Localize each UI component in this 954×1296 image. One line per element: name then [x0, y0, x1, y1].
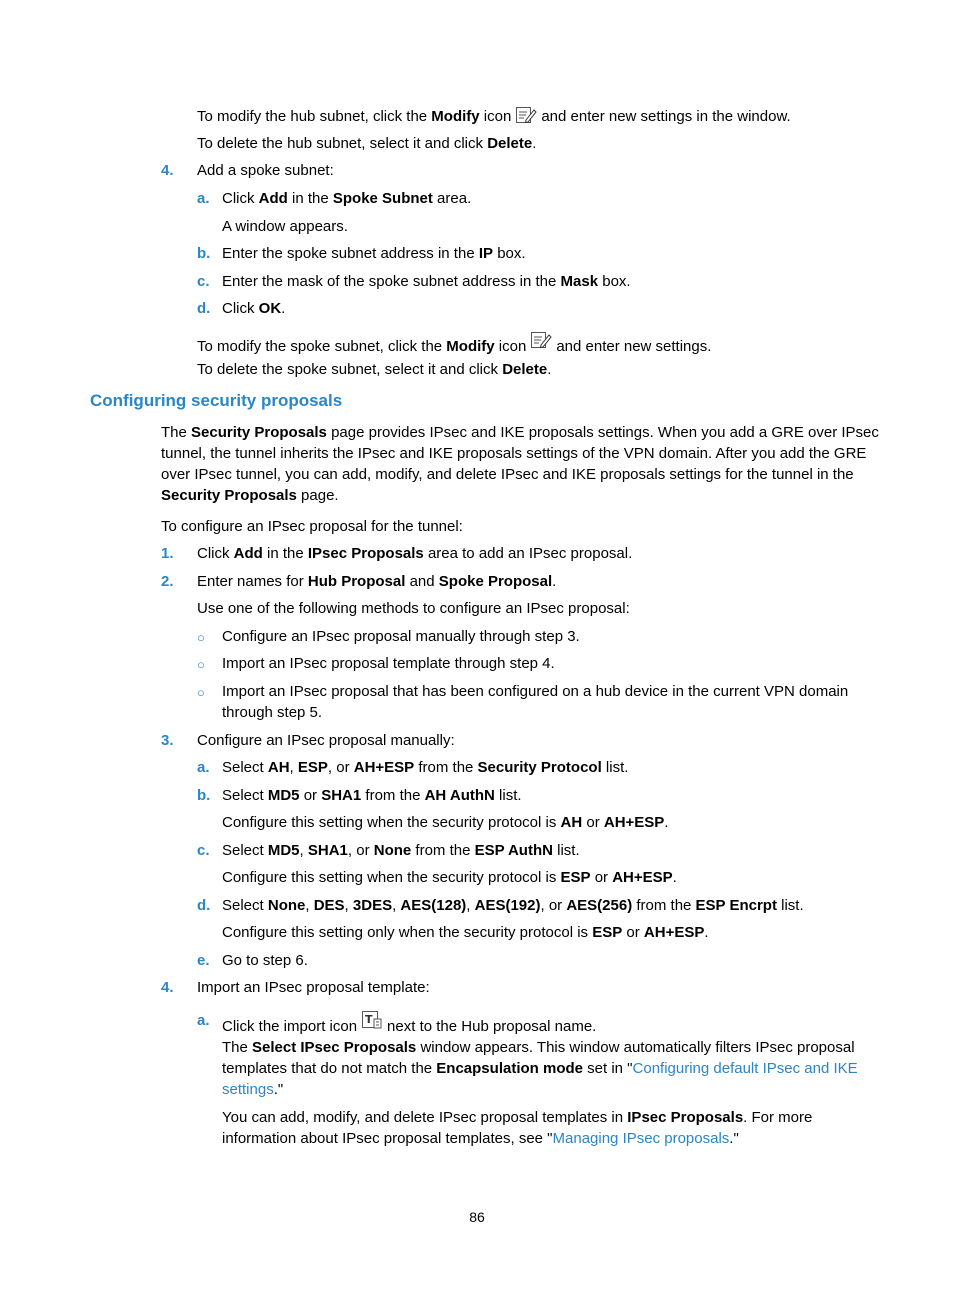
substep-text	[222, 1010, 596, 1037]
text: Select	[222, 759, 268, 776]
text: . For more	[743, 1109, 813, 1126]
text: set in "	[583, 1060, 633, 1077]
substep-label: d.	[197, 897, 211, 914]
text: To delete the spoke subnet, select it and click	[197, 361, 503, 378]
ui-term: AH	[560, 814, 583, 831]
substep-text	[222, 188, 471, 209]
paragraph-line	[222, 1128, 739, 1149]
substep-label: b.	[197, 245, 211, 262]
step-number: 4.	[161, 979, 174, 996]
text: Enter the spoke subnet address in the	[222, 245, 479, 262]
text: page.	[296, 487, 339, 504]
text: window appears. This window automatically filters IPsec proposal	[416, 1039, 855, 1056]
ui-term: AH+ESP	[643, 924, 705, 941]
step-number: 1.	[161, 545, 174, 562]
paragraph-line: over IPsec tunnel, you can add, modify, and delete IPsec and IKE proposals settings for the tunnel in the	[161, 466, 854, 483]
substep-label: a.	[197, 759, 210, 776]
ui-term: ESP Encrpt	[695, 897, 777, 914]
hub-modify-text	[197, 105, 791, 131]
substep-note: A window appears.	[222, 218, 348, 235]
step-text: Configure an IPsec proposal manually:	[197, 732, 455, 749]
substep-label: d.	[197, 300, 211, 317]
bullet-icon: ○	[197, 657, 205, 672]
ui-term: Add	[233, 545, 263, 562]
text: Click	[222, 300, 259, 317]
text: ,	[392, 897, 401, 914]
substep-label: b.	[197, 787, 211, 804]
text: or	[582, 814, 604, 831]
text: ."	[273, 1081, 284, 1098]
text: ,	[344, 897, 353, 914]
ui-term: SHA1	[321, 787, 362, 804]
text: Click	[197, 545, 234, 562]
ui-term: Security Protocol	[477, 759, 602, 776]
text: from the	[632, 897, 696, 914]
spoke-delete-text	[197, 359, 551, 380]
substep-label: e.	[197, 952, 210, 969]
substep-label: c.	[197, 842, 210, 859]
substep-label: c.	[197, 273, 210, 290]
ui-term: AES(192)	[474, 897, 541, 914]
text: ,	[299, 842, 308, 859]
text: , or	[327, 759, 354, 776]
text: .	[552, 573, 557, 590]
text: box.	[598, 273, 631, 290]
text: Configure this setting when the security protocol is	[222, 814, 561, 831]
ui-term: IP	[478, 245, 494, 262]
text: in the	[262, 545, 308, 562]
ui-term: ESP	[560, 869, 591, 886]
text: box.	[493, 245, 526, 262]
text: ."	[729, 1130, 739, 1147]
hub-delete-text	[197, 133, 536, 154]
text: Select	[222, 842, 268, 859]
paragraph-line	[222, 1107, 812, 1128]
ui-term: Hub Proposal	[307, 573, 406, 590]
text: You can add, modify, and delete IPsec proposal templates in	[222, 1109, 628, 1126]
ui-term: Encapsulation mode	[436, 1060, 583, 1077]
text: list.	[552, 842, 580, 859]
text: ,	[466, 897, 475, 914]
text: .	[672, 869, 677, 886]
text: , or	[540, 897, 567, 914]
text: To modify the spoke subnet, click the	[197, 338, 447, 355]
intro-text: To configure an IPsec proposal for the tunnel:	[161, 518, 463, 535]
edit-pencil-icon	[530, 330, 552, 356]
cross-reference-link[interactable]: Managing IPsec proposals	[552, 1130, 730, 1147]
substep-text	[222, 243, 526, 264]
substep-label: a.	[197, 190, 210, 207]
text: information about IPsec proposal templates, see "	[222, 1130, 553, 1147]
text: icon	[494, 338, 527, 355]
ui-term: Delete	[487, 135, 533, 152]
substep-note	[222, 812, 669, 833]
text: from the	[414, 759, 478, 776]
text: The	[161, 424, 192, 441]
step-text: Import an IPsec proposal template:	[197, 979, 430, 996]
ui-term: AH+ESP	[612, 869, 673, 886]
text: or	[622, 924, 644, 941]
text: Click	[222, 190, 259, 207]
text: list.	[601, 759, 629, 776]
text: icon	[479, 108, 512, 125]
text: .	[281, 300, 286, 317]
text: Configure this setting only when the security protocol is	[222, 924, 593, 941]
ui-term: IPsec Proposals	[627, 1109, 744, 1126]
substep-text	[222, 271, 631, 292]
ui-term: Spoke Proposal	[438, 573, 553, 590]
substep-text	[222, 785, 522, 806]
page-number: 86	[469, 1209, 485, 1225]
section-heading: Configuring security proposals	[90, 391, 343, 410]
paragraph-line	[222, 1058, 858, 1079]
text: Enter the mask of the spoke subnet address in the	[222, 273, 561, 290]
ui-term: Select IPsec Proposals	[252, 1039, 417, 1056]
text: list.	[494, 787, 522, 804]
ui-term: Security Proposals	[191, 424, 327, 441]
ui-term: None	[267, 897, 306, 914]
ui-term: Modify	[446, 338, 495, 355]
ui-term: Spoke Subnet	[332, 190, 433, 207]
text: .	[664, 814, 669, 831]
substep-text	[222, 840, 580, 861]
text: templates that do not match the	[222, 1060, 437, 1077]
paragraph-line	[161, 485, 339, 506]
text: from the	[411, 842, 475, 859]
step-number: 3.	[161, 732, 174, 749]
import-template-icon	[361, 1010, 383, 1036]
text: or	[590, 869, 613, 886]
bullet-text: Import an IPsec proposal template through step 4.	[222, 655, 555, 672]
text: and enter new settings.	[556, 338, 712, 355]
text: or	[299, 787, 322, 804]
ui-term: Mask	[560, 273, 599, 290]
ui-term: None	[373, 842, 412, 859]
text: and enter new settings in the window.	[541, 108, 791, 125]
text: page provides IPsec and IKE proposals settings. When you add a GRE over IPsec	[326, 424, 879, 441]
substep-text	[222, 298, 285, 319]
paragraph-line	[222, 1037, 855, 1058]
spoke-modify-text	[197, 330, 711, 357]
ui-term: AH+ESP	[603, 814, 665, 831]
cross-reference-link[interactable]: settings	[222, 1081, 274, 1098]
ui-term: ESP	[297, 759, 328, 776]
step-number: 4.	[161, 162, 174, 179]
ui-term: AH	[267, 759, 290, 776]
text: from the	[361, 787, 425, 804]
ui-term: 3DES	[352, 897, 393, 914]
text: in the	[287, 190, 333, 207]
ui-term: IPsec Proposals	[307, 545, 424, 562]
text: Select	[222, 787, 268, 804]
text: Click the import icon	[222, 1018, 358, 1035]
bullet-icon: ○	[197, 685, 205, 700]
bullet-text: Configure an IPsec proposal manually through step 3.	[222, 628, 580, 645]
ui-term: MD5	[267, 787, 300, 804]
bullet-text: Import an IPsec proposal that has been configured on a hub device in the current VPN domain	[222, 683, 849, 700]
ui-term: ESP	[592, 924, 623, 941]
text: Enter names for	[197, 573, 308, 590]
bullet-icon: ○	[197, 630, 205, 645]
ui-term: OK	[258, 300, 282, 317]
text: next to the Hub proposal name.	[387, 1018, 597, 1035]
step-text	[197, 543, 632, 564]
ui-term: Modify	[431, 108, 480, 125]
substep-label: a.	[197, 1012, 210, 1029]
paragraph-line	[222, 1079, 283, 1100]
ui-term: SHA1	[307, 842, 348, 859]
text: To modify the hub subnet, click the	[197, 108, 432, 125]
ui-term: MD5	[267, 842, 300, 859]
ui-term: DES	[313, 897, 345, 914]
text: , or	[347, 842, 374, 859]
step-note: Use one of the following methods to configure an IPsec proposal:	[197, 600, 630, 617]
text: area.	[432, 190, 472, 207]
substep-note	[222, 867, 677, 888]
paragraph-line	[161, 422, 879, 443]
step-number: 2.	[161, 573, 174, 590]
text: and	[405, 573, 439, 590]
text: .	[547, 361, 552, 378]
substep-text: Go to step 6.	[222, 952, 308, 969]
ui-term: ESP AuthN	[474, 842, 553, 859]
cross-reference-link[interactable]: Configuring default IPsec and IKE	[632, 1060, 858, 1077]
text: .	[532, 135, 537, 152]
ui-term: Security Proposals	[161, 487, 297, 504]
ui-term: AES(128)	[400, 897, 467, 914]
step-text: Add a spoke subnet:	[197, 162, 334, 179]
text: The	[222, 1039, 253, 1056]
paragraph-line: tunnel, the tunnel inherits the IPsec and IKE proposals settings of the VPN domain. After you add the GRE	[161, 445, 867, 462]
ui-term: Add	[258, 190, 288, 207]
text: ,	[289, 759, 298, 776]
ui-term: Delete	[502, 361, 548, 378]
svg-text:T: T	[365, 1013, 373, 1026]
text: .	[704, 924, 709, 941]
substep-text	[222, 757, 628, 778]
substep-text	[222, 895, 804, 916]
text: list.	[776, 897, 804, 914]
text: area to add an IPsec proposal.	[423, 545, 633, 562]
text: To delete the hub subnet, select it and click	[197, 135, 488, 152]
text: Select	[222, 897, 268, 914]
ui-term: AES(256)	[566, 897, 633, 914]
bullet-text: through step 5.	[222, 704, 323, 721]
ui-term: AH+ESP	[353, 759, 415, 776]
text: Configure this setting when the security protocol is	[222, 869, 561, 886]
step-text	[197, 571, 556, 592]
substep-note	[222, 922, 709, 943]
edit-pencil-icon	[515, 105, 537, 131]
text: ,	[305, 897, 314, 914]
ui-term: AH AuthN	[424, 787, 495, 804]
